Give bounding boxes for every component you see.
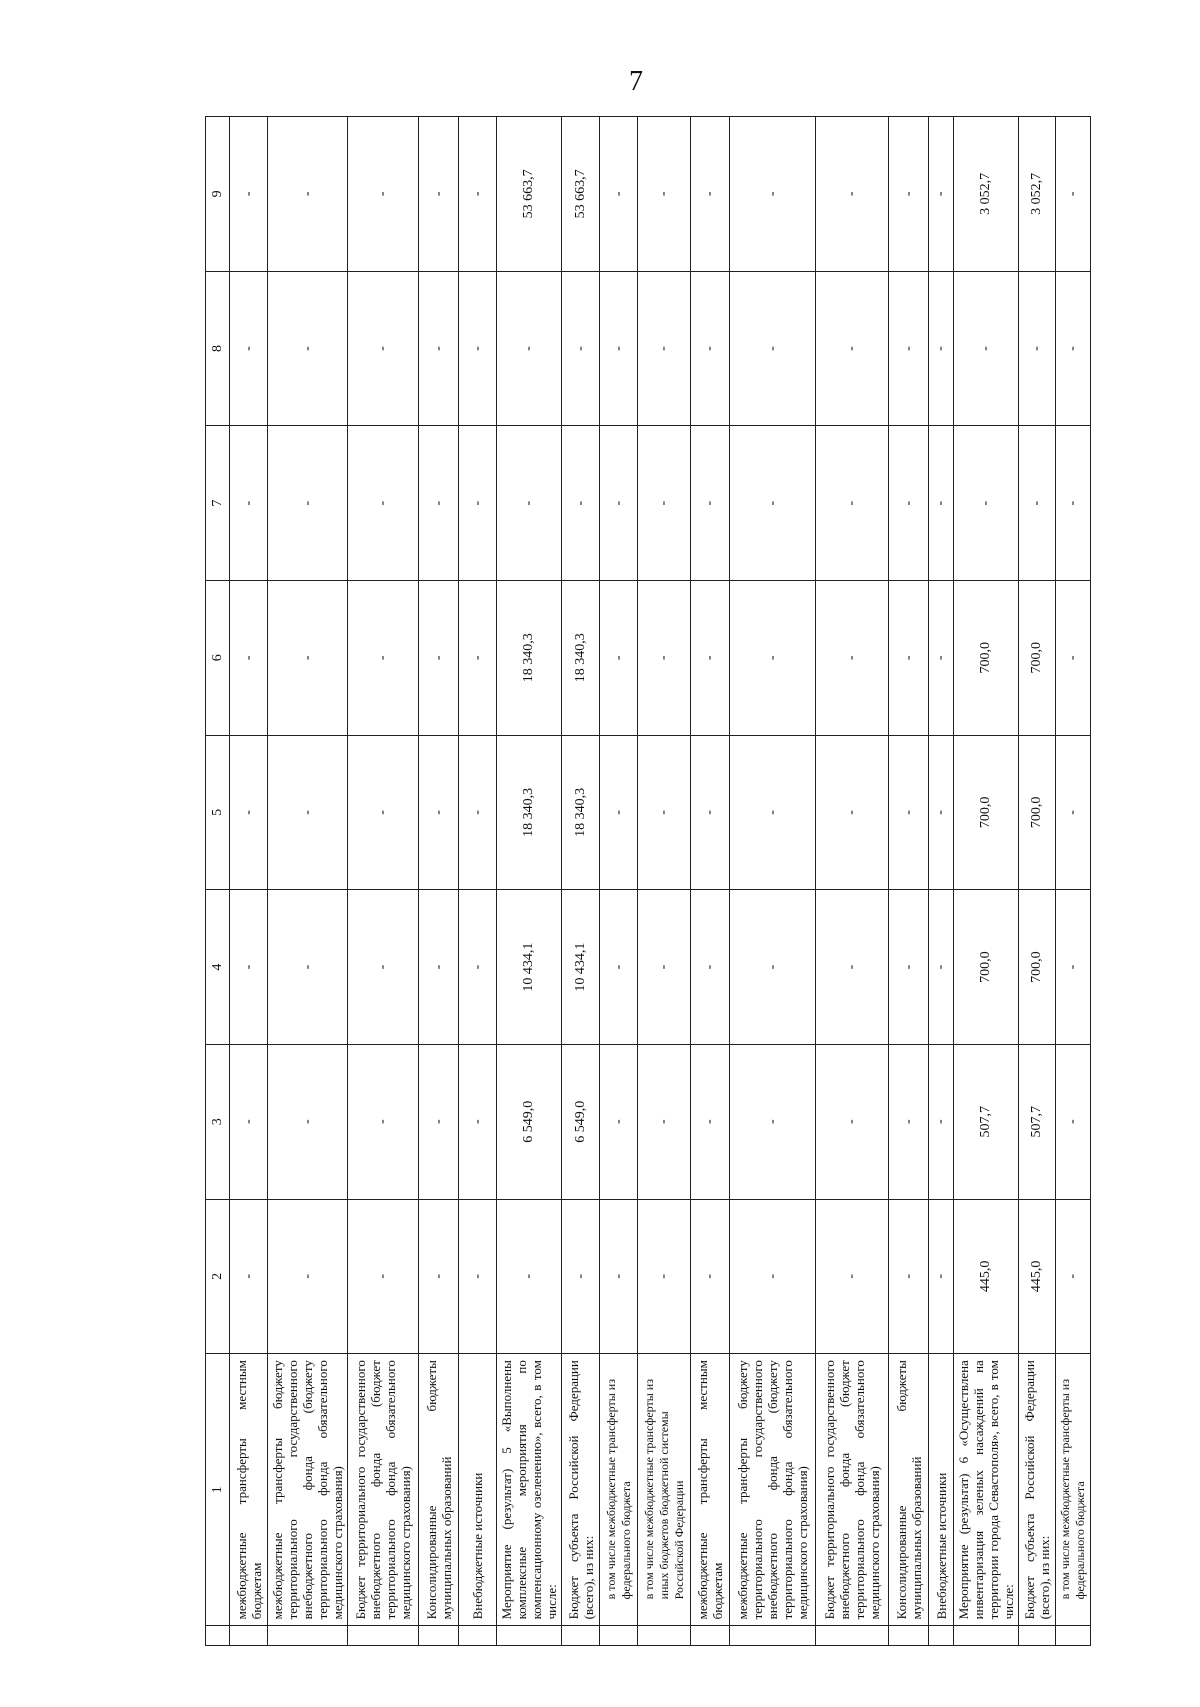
value-cell-col-2: 445,0 (1019, 1199, 1056, 1354)
value-cell-col-7: - (954, 426, 1019, 581)
value-cell-col-9: - (230, 117, 268, 272)
value-cell-col-8: - (348, 271, 419, 426)
value-cell-col-6: - (889, 580, 929, 735)
value-cell-col-2: - (348, 1199, 419, 1354)
value-cell-col-6: - (1056, 580, 1091, 735)
row-label: Бюджет территориального государственного внебюджетного фонда (бюджет территориального фонда обязательного медицинского страхования) (816, 1354, 889, 1626)
value-cell-col-9: - (459, 117, 497, 272)
table-row (268, 117, 348, 1646)
value-cell-col-4: - (816, 890, 889, 1045)
row-label: Бюджет субъекта Российской Федерации (всего), из них: (1019, 1354, 1056, 1626)
value-cell-col-9: - (638, 117, 691, 272)
value-cell-col-9: - (419, 117, 459, 272)
value-cell-col-6: - (638, 580, 691, 735)
value-cell-col-2: - (497, 1199, 562, 1354)
value-cell-col-4: - (348, 890, 419, 1045)
value-cell-col-7: - (230, 426, 268, 581)
value-cell-col-2: - (268, 1199, 348, 1354)
value-cell-col-2: - (691, 1199, 730, 1354)
value-cell-col-8: - (954, 271, 1019, 426)
value-cell-col-5: - (419, 735, 459, 890)
value-cell-col-4: - (230, 890, 268, 1045)
row-label: Внебюджетные источники (929, 1354, 954, 1626)
header-col-8: 8 (206, 271, 230, 426)
header-row (206, 117, 230, 1646)
value-cell-col-6: - (459, 580, 497, 735)
row-label: Внебюджетные источники (459, 1354, 497, 1626)
value-cell-col-5: 700,0 (1019, 735, 1056, 890)
row-gutter-cell (497, 1626, 562, 1646)
value-cell-col-8: - (600, 271, 638, 426)
row-gutter-cell (730, 1626, 816, 1646)
table-row (230, 117, 268, 1646)
value-cell-col-4: - (459, 890, 497, 1045)
value-cell-col-3: - (929, 1044, 954, 1199)
row-label: в том числе межбюджетные трансферты из иных бюджетов бюджетной системы Российской Федерации (638, 1354, 691, 1626)
value-cell-col-6: 700,0 (1019, 580, 1056, 735)
value-cell-col-6: 700,0 (954, 580, 1019, 735)
value-cell-col-8: - (419, 271, 459, 426)
row-label: Консолидированные бюджеты муниципальных образований (889, 1354, 929, 1626)
value-cell-col-2: - (889, 1199, 929, 1354)
value-cell-col-3: - (230, 1044, 268, 1199)
value-cell-col-4: 10 434,1 (497, 890, 562, 1045)
value-cell-col-6: - (929, 580, 954, 735)
value-cell-col-9: - (889, 117, 929, 272)
row-gutter-cell (638, 1626, 691, 1646)
value-cell-col-7: - (730, 426, 816, 581)
value-cell-col-7: - (268, 426, 348, 581)
value-cell-col-4: - (730, 890, 816, 1045)
value-cell-col-6: - (348, 580, 419, 735)
value-cell-col-4: - (419, 890, 459, 1045)
row-label: в том числе межбюджетные трансферты из федерального бюджета (1056, 1354, 1091, 1626)
row-label: Бюджет субъекта Российской Федерации (всего), из них: (562, 1354, 600, 1626)
value-cell-col-3: - (638, 1044, 691, 1199)
row-gutter-cell (348, 1626, 419, 1646)
value-cell-col-6: - (816, 580, 889, 735)
value-cell-col-4: - (889, 890, 929, 1045)
value-cell-col-7: - (459, 426, 497, 581)
value-cell-col-8: - (1019, 271, 1056, 426)
value-cell-col-7: - (691, 426, 730, 581)
value-cell-col-3: 507,7 (954, 1044, 1019, 1199)
table-row (691, 117, 730, 1646)
value-cell-col-5: - (268, 735, 348, 890)
value-cell-col-3: 6 549,0 (497, 1044, 562, 1199)
value-cell-col-3: 6 549,0 (562, 1044, 600, 1199)
table-row (497, 117, 562, 1646)
table-row (1019, 117, 1056, 1646)
value-cell-col-9: 53 663,7 (497, 117, 562, 272)
value-cell-col-5: - (459, 735, 497, 890)
value-cell-col-4: 700,0 (954, 890, 1019, 1045)
value-cell-col-3: - (600, 1044, 638, 1199)
value-cell-col-8: - (1056, 271, 1091, 426)
row-label: межбюджетные трансферты бюджету территориального государственного внебюджетного фонда (бюджету территориального фонда обязательного медицинского страхования) (268, 1354, 348, 1626)
row-gutter-cell (268, 1626, 348, 1646)
table-row (348, 117, 419, 1646)
value-cell-col-5: 700,0 (954, 735, 1019, 890)
value-cell-col-5: - (348, 735, 419, 890)
value-cell-col-3: - (459, 1044, 497, 1199)
value-cell-col-4: - (691, 890, 730, 1045)
value-cell-col-5: - (816, 735, 889, 890)
header-col-5: 5 (206, 735, 230, 890)
header-col-3: 3 (206, 1044, 230, 1199)
row-gutter-cell (459, 1626, 497, 1646)
header-col-4: 4 (206, 890, 230, 1045)
table-row (929, 117, 954, 1646)
value-cell-col-9: - (600, 117, 638, 272)
value-cell-col-2: - (816, 1199, 889, 1354)
value-cell-col-8: - (230, 271, 268, 426)
row-label: Мероприятие (результат) 6 «Осуществлена инвентаризация зеленых насаждений на территории города Севастополя», всего, в том числе: (954, 1354, 1019, 1626)
table-row (816, 117, 889, 1646)
value-cell-col-6: 18 340,3 (497, 580, 562, 735)
row-label: Мероприятие (результат) 5 «Выполнены комплексные мероприятия по компенсационному озеленению», всего, в том числе: (497, 1354, 562, 1626)
table-row (419, 117, 459, 1646)
value-cell-col-7: - (600, 426, 638, 581)
value-cell-col-6: - (230, 580, 268, 735)
value-cell-col-7: - (497, 426, 562, 581)
row-label: межбюджетные трансферты местным бюджетам (691, 1354, 730, 1626)
value-cell-col-4: - (268, 890, 348, 1045)
value-cell-col-6: - (419, 580, 459, 735)
row-gutter-cell (600, 1626, 638, 1646)
row-label: межбюджетные трансферты местным бюджетам (230, 1354, 268, 1626)
value-cell-col-9: - (691, 117, 730, 272)
value-cell-col-8: - (730, 271, 816, 426)
value-cell-col-9: - (348, 117, 419, 272)
table-row (954, 117, 1019, 1646)
value-cell-col-8: - (562, 271, 600, 426)
header-gutter (206, 1626, 230, 1646)
header-col-1: 1 (206, 1354, 230, 1626)
value-cell-col-2: - (929, 1199, 954, 1354)
budget-table (205, 116, 1091, 1646)
value-cell-col-5: - (730, 735, 816, 890)
value-cell-col-4: - (638, 890, 691, 1045)
value-cell-col-6: 18 340,3 (562, 580, 600, 735)
value-cell-col-4: - (929, 890, 954, 1045)
row-label: межбюджетные трансферты бюджету территориального государственного внебюджетного фонда (бюджету территориального фонда обязательного медицинского страхования) (730, 1354, 816, 1626)
row-gutter-cell (954, 1626, 1019, 1646)
value-cell-col-7: - (1019, 426, 1056, 581)
value-cell-col-7: - (419, 426, 459, 581)
value-cell-col-2: - (730, 1199, 816, 1354)
value-cell-col-9: - (730, 117, 816, 272)
value-cell-col-5: 18 340,3 (497, 735, 562, 890)
value-cell-col-8: - (691, 271, 730, 426)
header-col-9: 9 (206, 117, 230, 272)
value-cell-col-3: 507,7 (1019, 1044, 1056, 1199)
value-cell-col-9: - (816, 117, 889, 272)
row-gutter-cell (419, 1626, 459, 1646)
row-gutter-cell (691, 1626, 730, 1646)
value-cell-col-5: - (691, 735, 730, 890)
value-cell-col-7: - (1056, 426, 1091, 581)
row-gutter-cell (562, 1626, 600, 1646)
value-cell-col-3: - (816, 1044, 889, 1199)
rotated-table-wrapper (205, 116, 1087, 1646)
value-cell-col-2: 445,0 (954, 1199, 1019, 1354)
value-cell-col-3: - (268, 1044, 348, 1199)
header-col-2: 2 (206, 1199, 230, 1354)
value-cell-col-7: - (889, 426, 929, 581)
value-cell-col-8: - (638, 271, 691, 426)
value-cell-col-8: - (268, 271, 348, 426)
value-cell-col-4: - (1056, 890, 1091, 1045)
row-label: Бюджет территориального государственного внебюджетного фонда (бюджет территориального фонда обязательного медицинского страхования) (348, 1354, 419, 1626)
value-cell-col-7: - (348, 426, 419, 581)
value-cell-col-6: - (268, 580, 348, 735)
value-cell-col-5: - (889, 735, 929, 890)
value-cell-col-9: - (1056, 117, 1091, 272)
value-cell-col-3: - (419, 1044, 459, 1199)
row-gutter-cell (889, 1626, 929, 1646)
value-cell-col-2: - (562, 1199, 600, 1354)
value-cell-col-5: - (638, 735, 691, 890)
row-gutter-cell (1019, 1626, 1056, 1646)
table-row (600, 117, 638, 1646)
row-gutter-cell (230, 1626, 268, 1646)
value-cell-col-3: - (691, 1044, 730, 1199)
table-row (730, 117, 816, 1646)
table-row (638, 117, 691, 1646)
value-cell-col-5: - (230, 735, 268, 890)
value-cell-col-5: - (1056, 735, 1091, 890)
value-cell-col-2: - (600, 1199, 638, 1354)
table-body (230, 117, 1091, 1646)
value-cell-col-8: - (929, 271, 954, 426)
header-col-6: 6 (206, 580, 230, 735)
row-label: в том числе межбюджетные трансферты из федерального бюджета (600, 1354, 638, 1626)
value-cell-col-3: - (1056, 1044, 1091, 1199)
value-cell-col-2: - (638, 1199, 691, 1354)
page-number: 7 (629, 66, 643, 97)
table-row (562, 117, 600, 1646)
table-row (1056, 117, 1091, 1646)
row-gutter-cell (929, 1626, 954, 1646)
value-cell-col-8: - (889, 271, 929, 426)
value-cell-col-8: - (497, 271, 562, 426)
value-cell-col-6: - (730, 580, 816, 735)
value-cell-col-5: - (600, 735, 638, 890)
value-cell-col-5: - (929, 735, 954, 890)
value-cell-col-7: - (929, 426, 954, 581)
value-cell-col-7: - (638, 426, 691, 581)
value-cell-col-3: - (348, 1044, 419, 1199)
value-cell-col-4: - (600, 890, 638, 1045)
value-cell-col-8: - (816, 271, 889, 426)
value-cell-col-2: - (230, 1199, 268, 1354)
value-cell-col-2: - (459, 1199, 497, 1354)
header-col-7: 7 (206, 426, 230, 581)
row-label: Консолидированные бюджеты муниципальных образований (419, 1354, 459, 1626)
row-gutter-cell (816, 1626, 889, 1646)
value-cell-col-3: - (889, 1044, 929, 1199)
table-row (459, 117, 497, 1646)
row-gutter-cell (1056, 1626, 1091, 1646)
value-cell-col-7: - (562, 426, 600, 581)
value-cell-col-8: - (459, 271, 497, 426)
value-cell-col-9: - (929, 117, 954, 272)
value-cell-col-6: - (600, 580, 638, 735)
value-cell-col-7: - (816, 426, 889, 581)
value-cell-col-9: 3 052,7 (954, 117, 1019, 272)
value-cell-col-6: - (691, 580, 730, 735)
value-cell-col-5: 18 340,3 (562, 735, 600, 890)
value-cell-col-2: - (419, 1199, 459, 1354)
value-cell-col-3: - (730, 1044, 816, 1199)
value-cell-col-9: 3 052,7 (1019, 117, 1056, 272)
value-cell-col-4: 10 434,1 (562, 890, 600, 1045)
value-cell-col-9: - (268, 117, 348, 272)
value-cell-col-2: - (1056, 1199, 1091, 1354)
value-cell-col-4: 700,0 (1019, 890, 1056, 1045)
value-cell-col-9: 53 663,7 (562, 117, 600, 272)
table-row (889, 117, 929, 1646)
